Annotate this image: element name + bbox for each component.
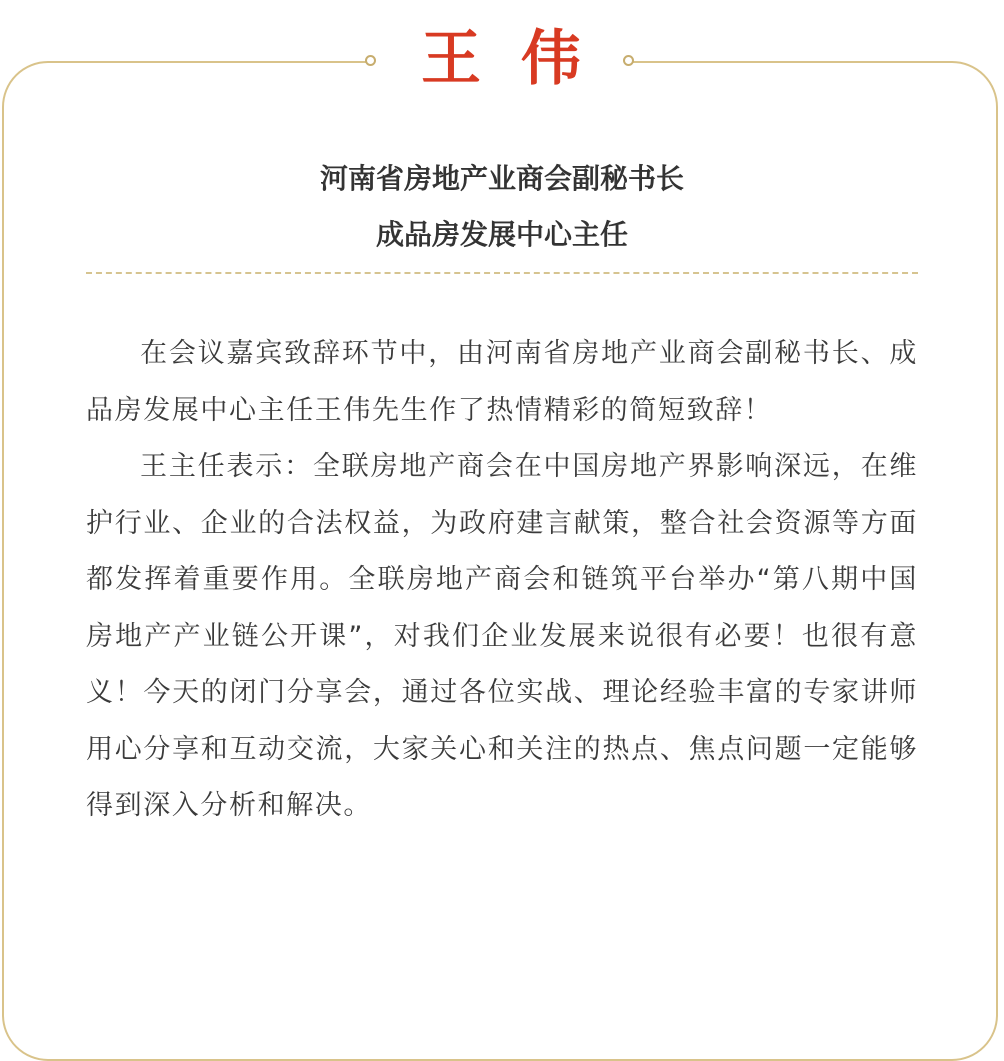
speaker-name: 王伟 — [421, 24, 621, 94]
dashed-divider — [86, 272, 918, 274]
speaker-title-line-1: 河南省房地产业商会副秘书长 — [319, 162, 684, 195]
speaker-title-line-2: 成品房发展中心主任 — [375, 218, 628, 251]
paragraph-2: 王主任表示：全联房地产商会在中国房地产界影响深远，在维护行业、企业的合法权益，为政府建言献策，整合社会资源等方面都发挥着重要作用。全联房地产商会和链筑平台举办“第八期中国房地产产业链公开课”，对我们企业发展来说很有必要！也很有意义！今天的闭门分享会，通过各位实战、理论经验丰富的专家讲师用心分享和互动交流，大家关心和关注的热点、焦点问题一定能够得到深入分析和解决。 — [86, 451, 918, 821]
paragraph-1: 在会议嘉宾致辞环节中，由河南省房地产业商会副秘书长、成品房发展中心主任王伟先生作了热情精彩的简短致辞！ — [86, 338, 918, 426]
article-body — [86, 326, 918, 835]
